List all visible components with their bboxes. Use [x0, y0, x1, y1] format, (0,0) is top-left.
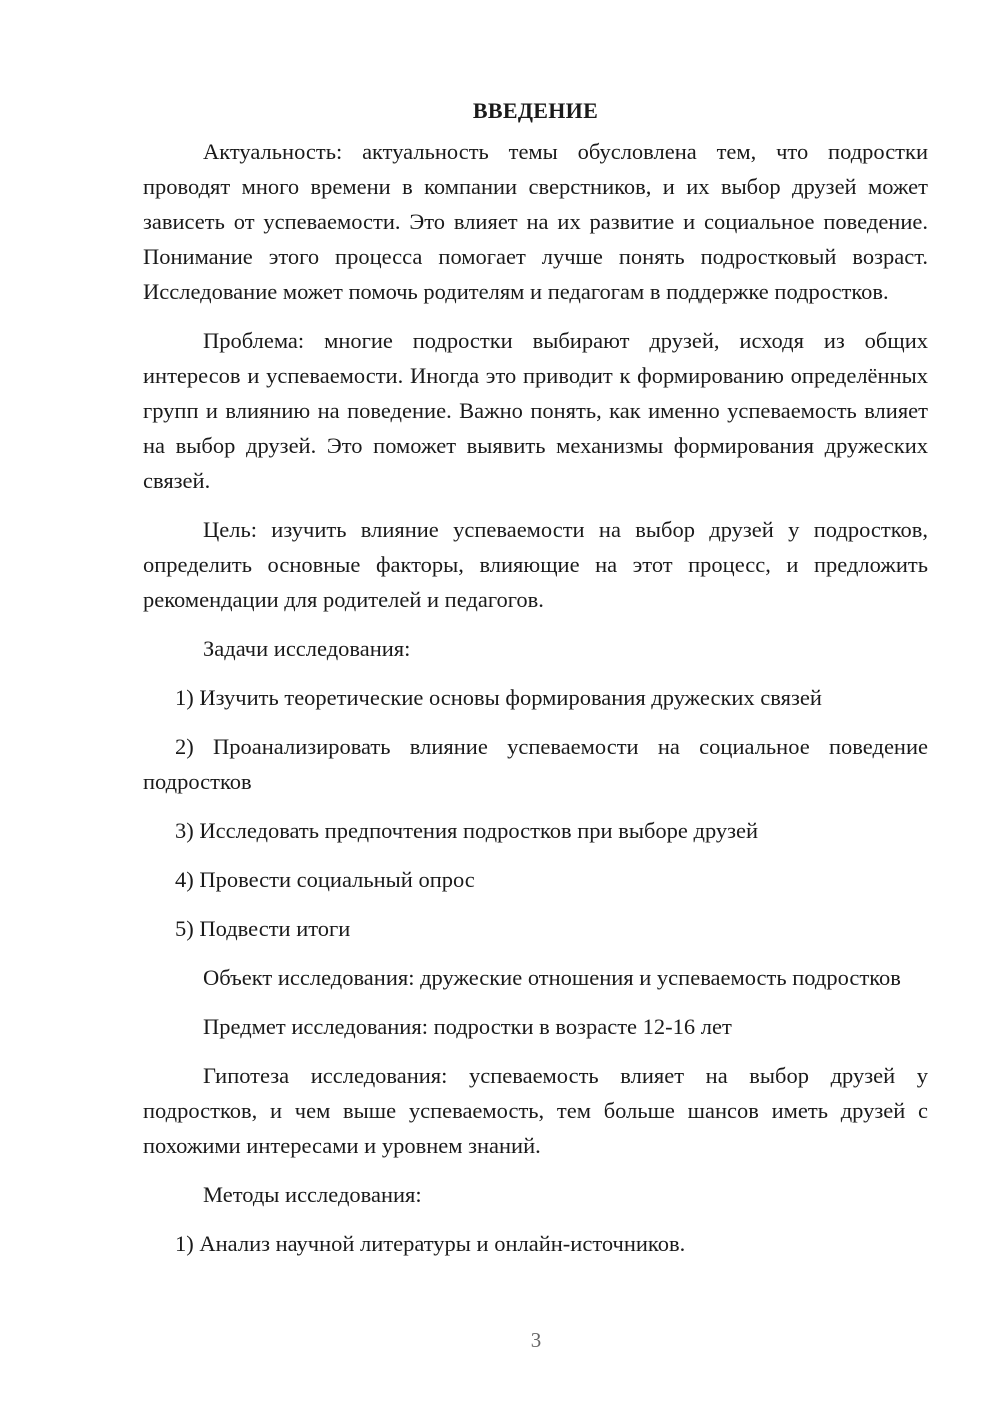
paragraph-goal: Цель: изучить влияние успеваемости на выбор друзей у подростков, определить основные факторы, влияющие на этот процесс, и предложить рекомендации для родителей и педагогов.: [143, 517, 928, 612]
paragraph-subject: Предмет исследования: подростки в возрасте 12-16 лет: [203, 1014, 732, 1039]
list-item-task-2: 2) Проанализировать влияние успеваемости на социальное поведение подростков: [143, 734, 928, 794]
page-number: 3: [530, 1328, 542, 1352]
paragraph-object: Объект исследования: дружеские отношения и успеваемость подростков: [203, 965, 901, 990]
list-item-task-3: 3) Исследовать предпочтения подростков при выборе друзей: [175, 818, 759, 843]
list-item-task-5: 5) Подвести итоги: [175, 916, 351, 941]
paragraph-hypothesis: Гипотеза исследования: успеваемость влияет на выбор друзей у подростков, и чем выше успеваемость, тем больше шансов иметь друзей с похожими интересами и уровнем знаний.: [143, 1063, 928, 1158]
list-item-task-4: 4) Провести социальный опрос: [175, 867, 475, 892]
list-item-method-1: 1) Анализ научной литературы и онлайн-источников.: [175, 1231, 686, 1256]
paragraph-methods-heading: Методы исследования:: [203, 1182, 422, 1207]
list-item-task-1: 1) Изучить теоретические основы формирования дружеских связей: [175, 685, 822, 710]
paragraph-problem: Проблема: многие подростки выбирают друзей, исходя из общих интересов и успеваемости. Иногда это приводит к формированию определённых групп и влиянию на поведение. Важно понять, как именно успеваемость влияет на выбор друзей. Это поможет выявить механизмы формирования дружеских связей.: [143, 328, 928, 493]
document-page: [143, 93, 928, 1275]
paragraph-relevance: Актуальность: актуальность темы обусловлена тем, что подростки проводят много времени в компании сверстников, и их выбор друзей может зависеть от успеваемости. Это влияет на их развитие и социальное поведение. Понимание этого процесса помогает лучше понять подростковый возраст. Исследование может помочь родителям и педагогам в поддержке подростков.: [143, 139, 928, 304]
paragraph-tasks-heading: Задачи исследования:: [203, 636, 411, 661]
page-title: ВВЕДЕНИЕ: [472, 98, 599, 123]
